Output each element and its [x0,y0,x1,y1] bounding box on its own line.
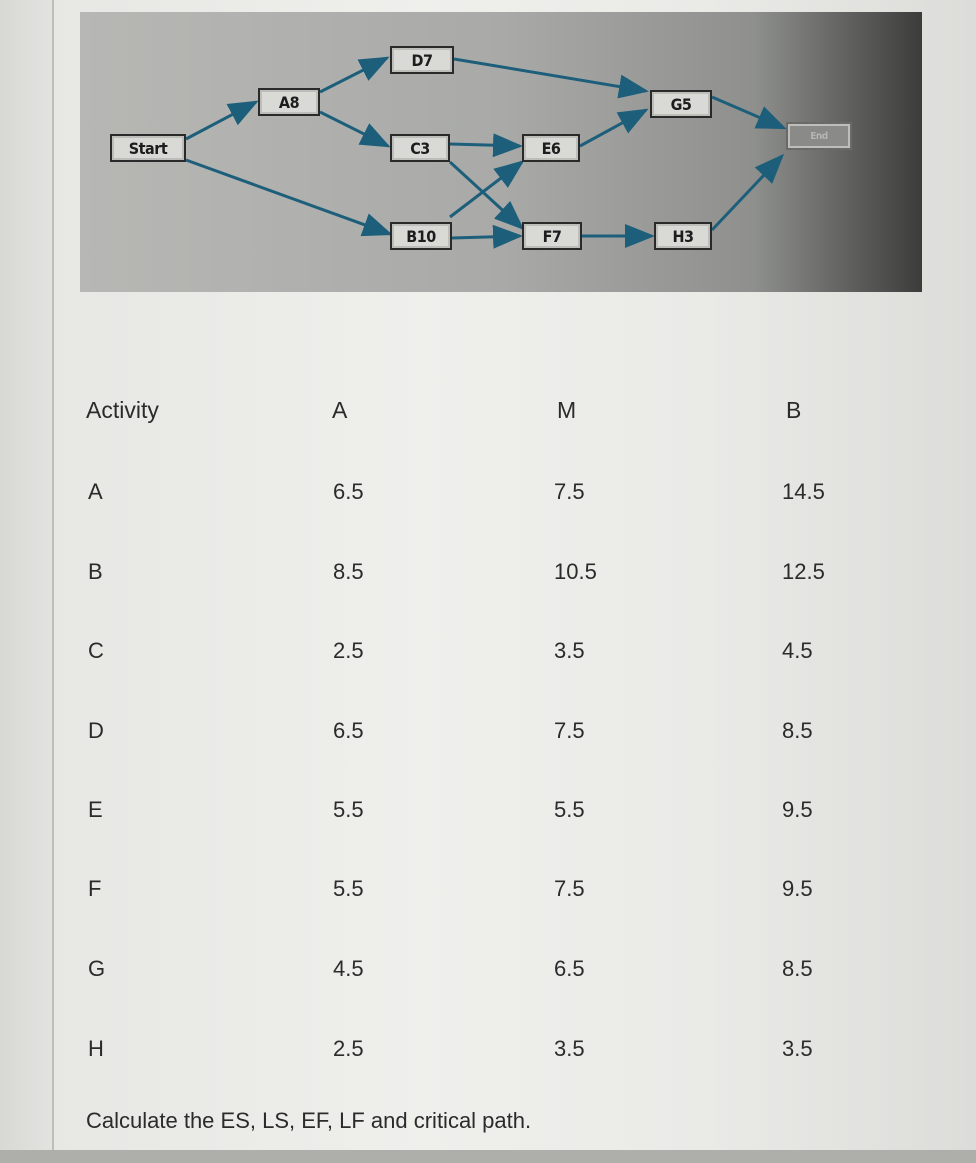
b-cell: 4.5 [782,638,813,663]
question-text: Calculate the ES, LS, EF, LF and critical path. [86,1108,532,1133]
a-cell: 2.5 [333,1036,364,1061]
b-cell: 9.5 [782,797,813,822]
node-a: A8 [258,88,320,116]
activity-cell: D [88,718,104,743]
a-cell: 6.5 [333,479,364,504]
a-cell: 5.5 [333,797,364,822]
edge-e-g [580,110,646,146]
node-f: F7 [522,222,582,250]
edge-a-d [320,58,387,92]
a-cell: 6.5 [333,718,364,743]
a-cell: 5.5 [333,876,364,901]
edge-start-a [186,102,256,139]
activity-cell: B [88,559,103,584]
header-b: B [786,397,802,423]
b-cell: 12.5 [782,559,825,584]
node-h: H3 [654,222,712,250]
network-arrows [80,12,922,292]
m-cell: 5.5 [554,797,585,822]
node-start: Start [110,134,186,162]
activity-cell: A [88,479,103,504]
node-g: G5 [650,90,712,118]
edge-h-end [712,156,782,230]
node-d: D7 [390,46,454,74]
a-cell: 8.5 [333,559,364,584]
edge-a-c [320,112,388,146]
network-diagram [80,12,922,292]
header-activity: Activity [86,397,159,423]
node-e: E6 [522,134,580,162]
header-a: A [332,397,348,423]
b-cell: 8.5 [782,956,813,981]
m-cell: 7.5 [554,479,585,504]
m-cell: 7.5 [554,876,585,901]
activity-cell: G [88,956,106,981]
activity-cell: E [88,797,103,822]
m-cell: 7.5 [554,718,585,743]
node-end: End [786,122,852,150]
b-cell: 14.5 [782,479,825,504]
activity-cell: H [88,1036,104,1061]
b-cell: 9.5 [782,876,813,901]
a-cell: 2.5 [333,638,364,663]
node-c: C3 [390,134,450,162]
m-cell: 6.5 [554,956,585,981]
node-b: B10 [390,222,452,250]
m-cell: 3.5 [554,1036,585,1061]
edge-g-end [712,97,784,128]
activity-cell: C [88,638,104,663]
bottom-edge [0,1150,976,1163]
edge-c-e [450,144,520,146]
activity-cell: F [88,876,102,901]
m-cell: 3.5 [554,638,585,663]
a-cell: 4.5 [333,956,364,981]
edge-b-f [452,236,520,238]
header-m: M [557,397,577,423]
m-cell: 10.5 [554,559,597,584]
page-margin [0,0,52,1163]
edge-start-b [186,160,390,234]
b-cell: 3.5 [782,1036,813,1061]
b-cell: 8.5 [782,718,813,743]
edge-d-g [454,59,646,91]
